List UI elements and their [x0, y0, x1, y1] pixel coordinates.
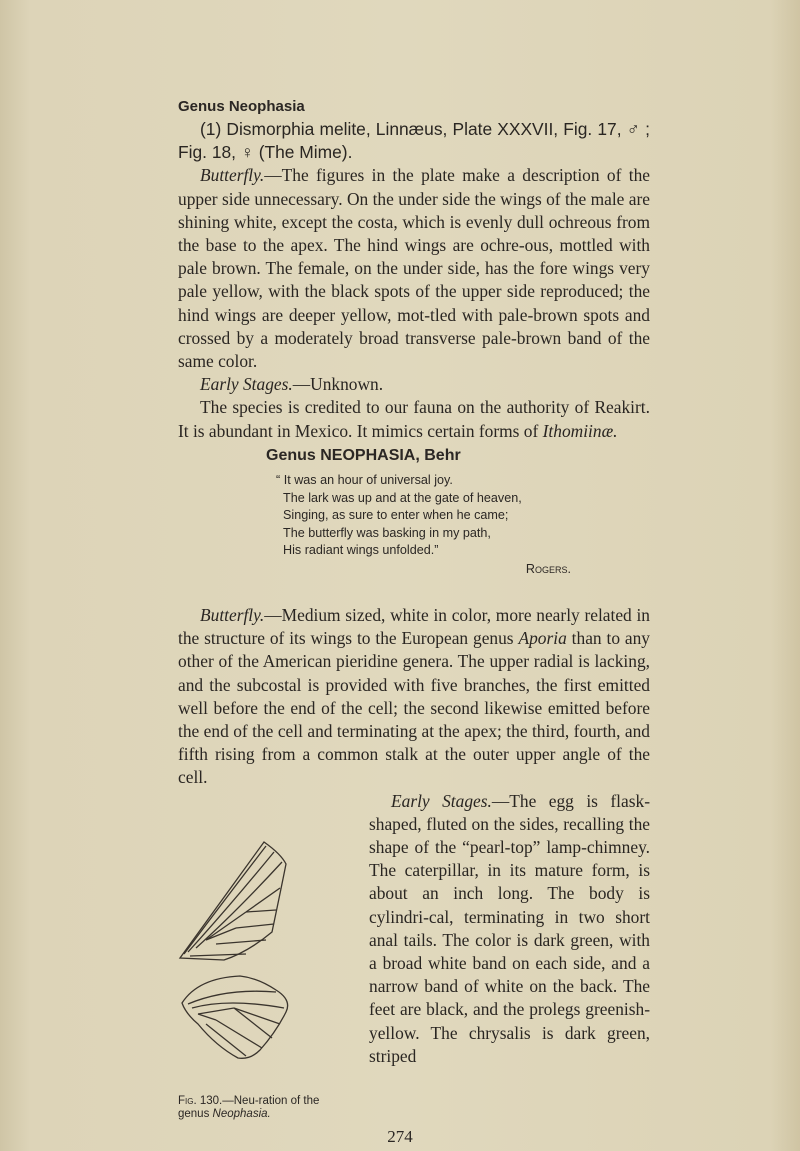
poem-line: Singing, as sure to enter when he came;	[283, 508, 509, 523]
poem-author: Rogers.	[525, 561, 571, 576]
fore-wing-vein	[246, 910, 276, 912]
species-heading: (1) Dismorphia melite, Linnæus, Plate XXXVII, Fig. 17, ♂ ; Fig. 18, ♀ (The Mime).	[178, 119, 650, 163]
hind-wing-vein	[198, 1008, 234, 1014]
genus-aporia: Aporia	[518, 628, 567, 649]
early-stages-label: Early Stages.	[391, 790, 492, 811]
hind-wing-vein	[192, 1003, 284, 1008]
entry-neophasia	[178, 604, 650, 1133]
butterfly-label: Butterfly.	[200, 165, 265, 186]
fore-wing-vein	[184, 846, 266, 954]
poem-line: His radiant wings unfolded.”	[283, 543, 439, 558]
figure-caption: Fig. 130.—Neu-ration of the genus Neophasia.	[178, 1094, 320, 1120]
hind-wing-vein	[198, 1014, 216, 1020]
figure-neuration	[176, 828, 361, 1133]
hind-wing-vein	[234, 1008, 272, 1038]
poem-line: “ It was an hour of universal joy.	[276, 473, 453, 487]
species-remark: The species is credited to our fauna on the authority of Reakirt. It is abundant in Mexico. It mimics certain forms of Ithomiinæ.	[178, 397, 650, 441]
poem-line: The lark was up and at the gate of heaven,	[283, 490, 522, 505]
genus-heading: Genus NEOPHASIA, Behr	[266, 447, 461, 464]
running-head: Genus Neophasia	[178, 98, 305, 115]
hind-wing-vein	[234, 1008, 280, 1024]
epigraph-poem	[276, 472, 613, 579]
page-number: 274	[387, 1127, 413, 1146]
genus-early-stages: Early Stages.—The egg is flask-shaped, fluted on the sides, recalling the shape of the “pearl-top” lamp-chimney. The caterpillar, in its mature form, is about an inch long. The body is cylindri-cal, terminating in two short anal tails. The color is dark green, with a broad white band on each side, and a narrow band of white on the back. The feet are black, and the prolegs greenish-yellow. The chrysalis is dark green, striped	[369, 790, 650, 1066]
entry-dismorphia-melite	[178, 118, 650, 443]
butterfly-description: Butterfly.—The figures in the plate make a description of the upper side unnecessary. On the under side the wings of the male are shining white, except the costa, which is evenly dull ochreous from the base to the apex. The hind wings are ochre-ous, mottled with pale brown. The female, on the under side, has the fore wings very pale yellow, with the black spots of the upper side reproduced; the hind wings are deeper yellow, mot-tled with pale-brown spots and crossed by a moderately broad transverse pale-brown band of the same color.	[178, 165, 650, 372]
butterfly-label: Butterfly.	[200, 605, 265, 625]
early-stages: Early Stages.—Unknown.	[200, 374, 384, 395]
fore-wing-vein	[246, 888, 280, 912]
early-stages-label: Early Stages.	[200, 374, 293, 395]
venation-text: than to any other of the American pieridine genera. The upper radial is lacking, and the subcostal is provided with five branches, the first emitted well before the end of the cell; the second likewise emitted before the end of the cell and terminating at the apex; the third, fourth, and fifth rising from a common stalk at the outer upper angle of the cell.	[178, 628, 650, 788]
wing-venation-drawing	[176, 828, 361, 1093]
figure-genus: Neophasia.	[212, 1107, 271, 1120]
genus-butterfly-description: Butterfly.—Medium sized, white in color, more nearly related in the structure of its wings to the European genus Aporia than to any other of the American pieridine genera. The upper radial is lacking, and the subcostal is provided with five branches, the first emitted well before the end of the cell; the second likewise emitted before the end of the cell and terminating at the apex; the third, fourth, and fifth rising from a common stalk at the outer upper angle of the cell.	[178, 605, 650, 788]
figure-label: Fig. 130.	[178, 1094, 223, 1107]
hind-wing-outline	[182, 976, 288, 1058]
hind-wing-vein	[188, 991, 276, 1004]
fore-wing-vein	[236, 924, 274, 928]
poem-line: The butterfly was basking in my path,	[283, 525, 491, 540]
